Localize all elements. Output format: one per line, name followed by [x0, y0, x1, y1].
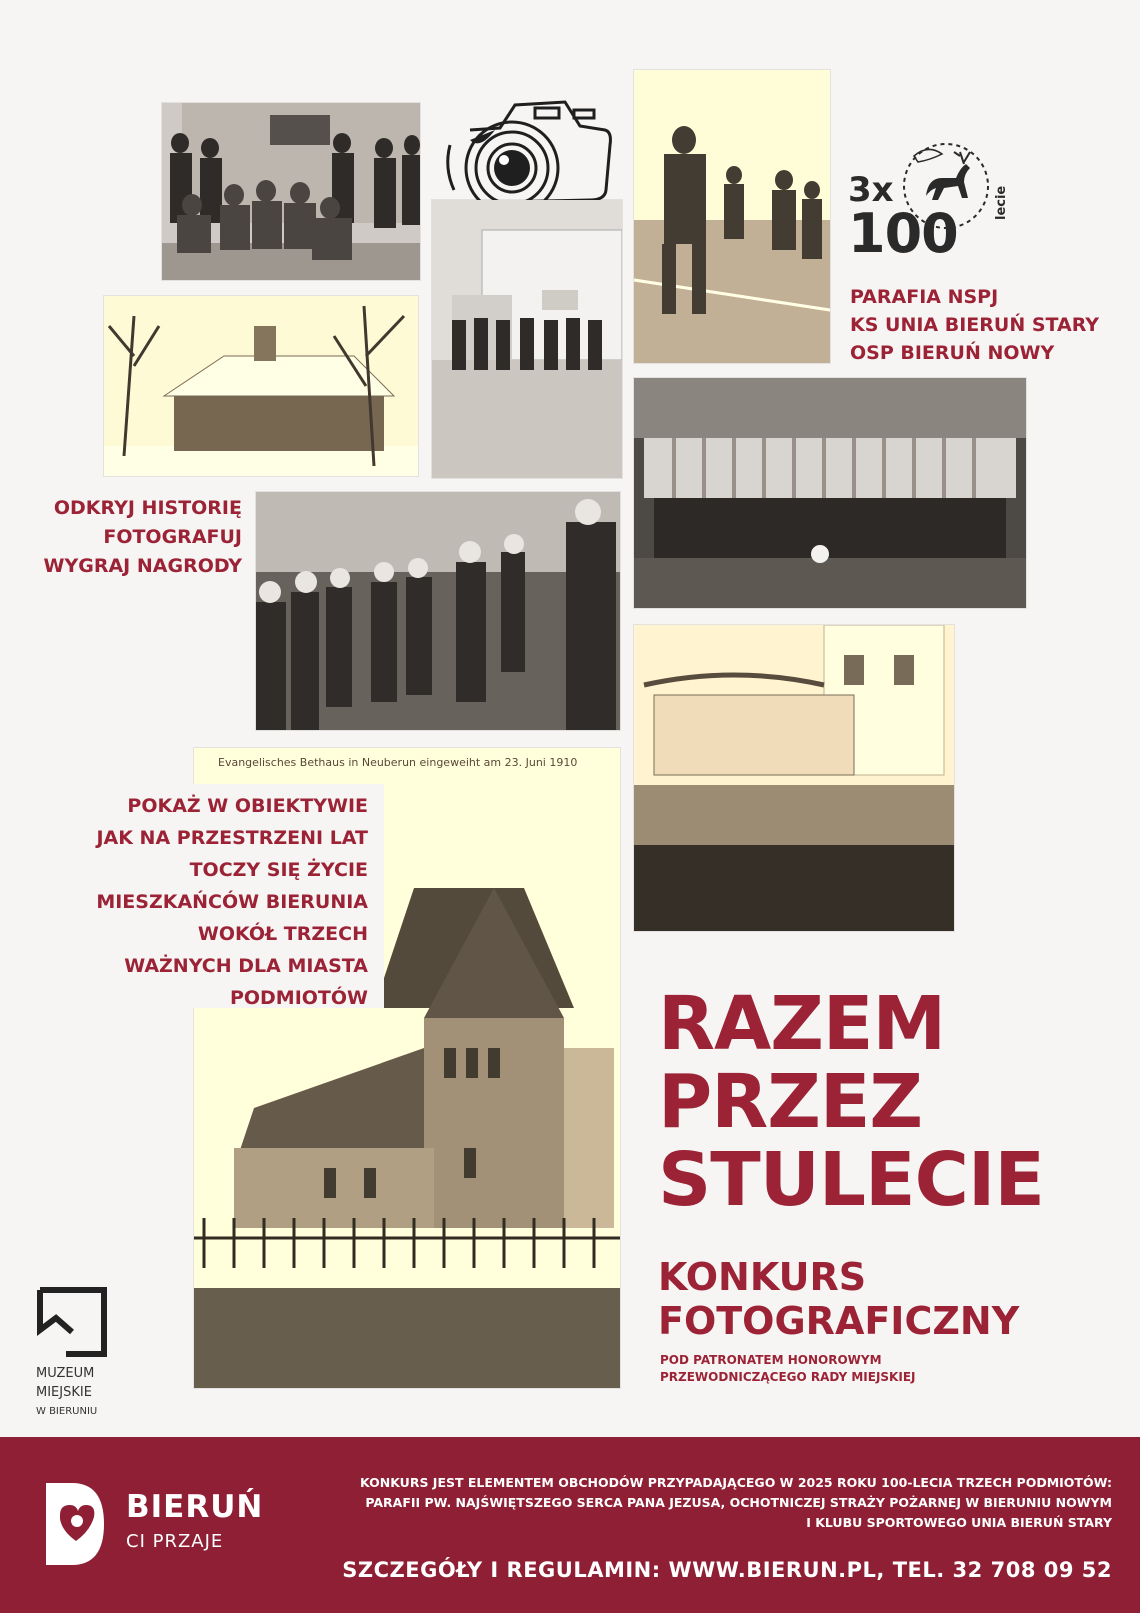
slogan [20, 494, 242, 581]
poster-subtitle [658, 1255, 1019, 1343]
museum-name-line1: MUZEUM [36, 1366, 95, 1381]
footer-bar [0, 1437, 1140, 1613]
description-line: WOKÓŁ TRZECH [197, 923, 368, 945]
slogan-line: ODKRYJ HISTORIĘ [53, 497, 242, 519]
slogan-line: FOTOGRAFUJ [103, 526, 242, 548]
museum-name-line3: W BIERUNIU [36, 1406, 98, 1417]
museum-logo [36, 1286, 126, 1419]
brand-tagline: CI PRZAJE [126, 1531, 224, 1552]
title-line: RAZEM [658, 981, 946, 1067]
anniversary-suffix: lecie [994, 185, 1009, 220]
photo-award-ceremony [256, 492, 620, 730]
description-line: POKAŻ W OBIEKTYWIE [127, 795, 368, 817]
subtitle-line: FOTOGRAFICZNY [658, 1299, 1020, 1343]
photo-caption: Evangelisches Bethaus in Neuberun eingeweiht am 23. Juni 1910 [218, 756, 578, 769]
bierun-heart-logo-icon [42, 1479, 108, 1569]
photo-firefighters-vehicle [162, 103, 420, 280]
description [84, 790, 368, 1014]
description-line: PODMIOTÓW [229, 987, 368, 1009]
anniversary-number: 100 [848, 202, 958, 265]
subject-item: OSP BIERUŃ NOWY [850, 342, 1055, 364]
subtitle-line: KONKURS [658, 1255, 867, 1299]
footer-info-line: KONKURS JEST ELEMENTEM OBCHODÓW PRZYPADAJĄCEGO W 2025 ROKU 100-LECIA TRZECH PODMIOTÓW: [359, 1475, 1112, 1490]
description-line: TOCZY SIĘ ŻYCIE [189, 859, 368, 881]
patron-line: PRZEWODNICZĄCEGO RADY MIEJSKIEJ [660, 1370, 916, 1384]
footer-info-line: I KLUBU SPORTOWEGO UNIA BIERUŃ STARY [806, 1515, 1112, 1530]
poster-title [658, 981, 1044, 1223]
title-line: STULECIE [658, 1137, 1044, 1223]
bierun-brand [42, 1479, 302, 1569]
photo-football-team [634, 378, 1026, 608]
photo-historic-ceremony [634, 625, 954, 931]
footer-info-line: PARAFII PW. NAJŚWIĘTSZEGO SERCA PANA JEZUSA, OCHOTNICZEJ STRAŻY POŻARNEJ W BIERUNIU NOWYM [365, 1495, 1112, 1510]
subjects-list [850, 283, 1099, 367]
footer-info [360, 1473, 1112, 1533]
museum-name-line2: MIEJSKIE [36, 1385, 92, 1400]
patron-line: POD PATRONATEM HONOROWYM [660, 1353, 882, 1367]
photo-runners [634, 70, 830, 363]
description-line: MIESZKAŃCÓW BIERUNIA [96, 891, 368, 913]
description-line: JAK NA PRZESTRZENI LAT [96, 827, 368, 849]
description-line: WAŻNYCH DLA MIASTA [124, 955, 368, 977]
anniversary-badge [848, 140, 1009, 265]
brand-name: BIERUŃ [126, 1489, 264, 1525]
subject-item: PARAFIA NSPJ [850, 286, 999, 308]
slogan-line: WYGRAJ NAGRODY [43, 555, 242, 577]
museum-m-icon [36, 1286, 108, 1358]
anniversary-multiplier: 3x [848, 170, 894, 210]
photo-firehouse-group [432, 200, 622, 478]
subject-item: KS UNIA BIERUŃ STARY [850, 314, 1100, 336]
footer-contact: SZCZEGÓŁY I REGULAMIN: WWW.BIERUN.PL, TEL. 32 708 09 52 [342, 1558, 1112, 1582]
patron-note [660, 1352, 916, 1386]
title-line: PRZEZ [658, 1059, 923, 1145]
photo-winter-church [104, 296, 418, 476]
